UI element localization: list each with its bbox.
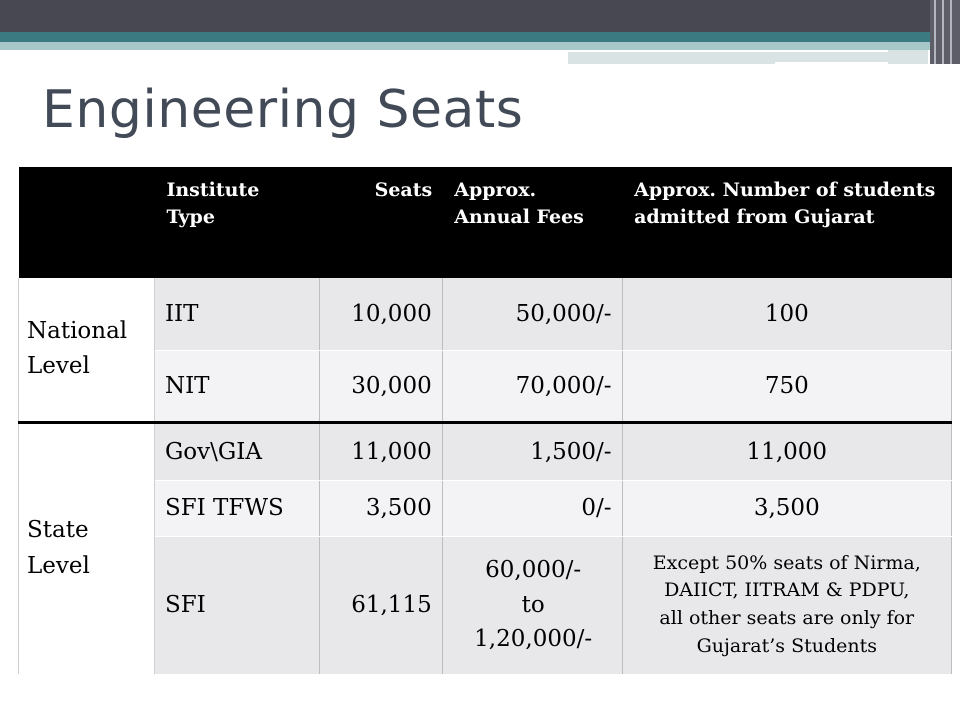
cell-seats: 30,000 — [319, 350, 442, 422]
note-line: Gujarat’s Students — [696, 634, 877, 657]
cell-fees: 70,000/- — [442, 350, 622, 422]
table-row — [19, 350, 952, 422]
header-corner-line — [942, 0, 944, 64]
cell-seats: 10,000 — [319, 278, 442, 350]
header-annual-fees: Approx. Annual Fees — [442, 167, 622, 278]
cell-institute-type: IIT — [154, 278, 319, 350]
cell-students: 11,000 — [622, 422, 951, 480]
cell-seats: 61,115 — [319, 536, 442, 674]
table-row — [19, 422, 952, 480]
header-institute-type: Institute Type — [154, 167, 319, 278]
header-seats: Seats — [319, 167, 442, 278]
note-line: Except 50% seats of Nirma, — [652, 551, 921, 574]
header-accent-line — [568, 50, 888, 52]
group-state-level: State Level — [19, 422, 155, 674]
table-row — [19, 536, 952, 674]
cell-seats: 11,000 — [319, 422, 442, 480]
header-level — [19, 167, 155, 278]
header-corner-block — [930, 0, 960, 64]
cell-students: 100 — [622, 278, 951, 350]
header-accent-line-short — [775, 62, 888, 64]
header-teal-stripe — [0, 32, 960, 42]
header-students-admitted: Approx. Number of students admitted from Gujarat — [622, 167, 951, 278]
cell-fees: 1,500/- — [442, 422, 622, 480]
group-national-level: National Level — [19, 278, 155, 422]
table-row — [19, 278, 952, 350]
cell-students-note — [622, 536, 951, 674]
fees-line: to — [521, 591, 545, 618]
cell-fees: 50,000/- — [442, 278, 622, 350]
table-header-row — [19, 167, 952, 278]
header-corner-line — [934, 0, 936, 64]
cell-students: 3,500 — [622, 480, 951, 536]
header-dark-bar — [0, 0, 960, 32]
note-line: all other seats are only for — [659, 607, 915, 629]
cell-institute-type: SFI TFWS — [154, 480, 319, 536]
cell-fees — [442, 536, 622, 674]
cell-fees: 0/- — [442, 480, 622, 536]
cell-students: 750 — [622, 350, 951, 422]
cell-institute-type: NIT — [154, 350, 319, 422]
fees-line: 1,20,000/- — [474, 626, 593, 653]
note-line: DAIICT, IITRAM & PDPU, — [664, 579, 910, 602]
table-row — [19, 480, 952, 536]
cell-seats: 3,500 — [319, 480, 442, 536]
cell-institute-type: Gov\GIA — [154, 422, 319, 480]
fees-line: 60,000/- — [485, 557, 582, 584]
cell-institute-type: SFI — [154, 536, 319, 674]
engineering-seats-table — [18, 167, 952, 675]
slide-title: Engineering Seats — [42, 80, 524, 140]
header-corner-line — [950, 0, 952, 64]
header-light-stripe — [0, 42, 960, 50]
